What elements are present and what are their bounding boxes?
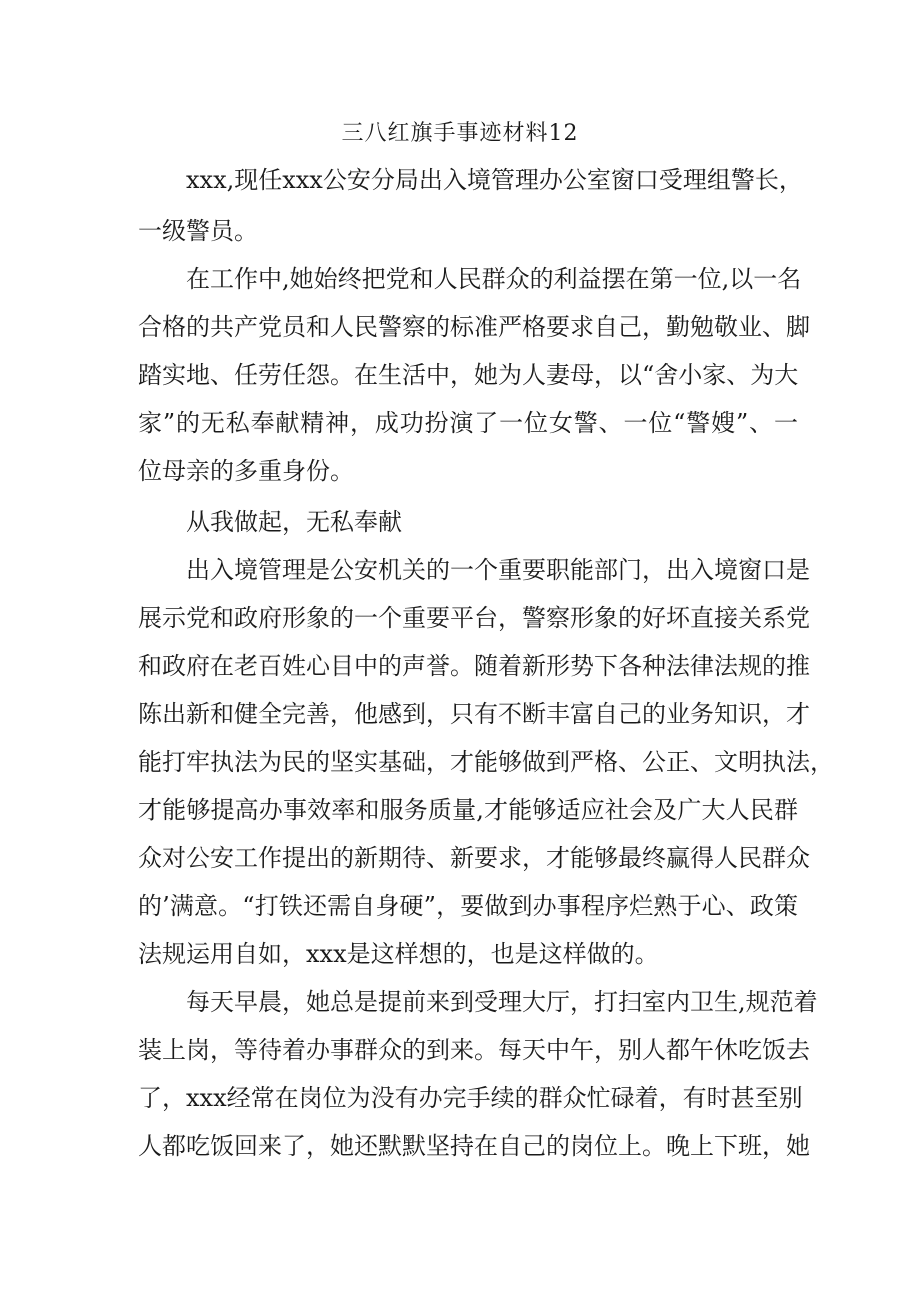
document-title: 三八红旗手事迹材料12 <box>341 121 579 146</box>
paragraph-line: 每天早晨，她总是提前来到受理大厅，打扫室内卫生,规范着 <box>186 988 818 1016</box>
paragraph-line: 才能够提高办事效率和服务质量,才能够适应社会及广大人民群 <box>138 796 798 824</box>
paragraph-line: 出入境管理是公安机关的一个重要职能部门，出入境窗口是 <box>186 556 810 584</box>
paragraph-line: 法规运用自如，xxx是这样想的，也是这样做的。 <box>138 940 659 968</box>
paragraph-line: 位母亲的多重身份。 <box>138 457 354 485</box>
paragraph-line: 和政府在老百姓心目中的声誉。随着新形势下各种法律法规的推 <box>138 652 810 680</box>
paragraph-line: 展示党和政府形象的一个重要平台，警察形象的好坏直接关系党 <box>138 604 810 632</box>
paragraph-line: 一级警员。 <box>138 217 258 245</box>
paragraph-line: 了，xxx经常在岗位为没有办完手续的群众忙碌着，有时甚至别 <box>138 1084 803 1112</box>
section-heading: 从我做起，无私奉献 <box>186 508 402 536</box>
paragraph-line: 家”的无私奉献精神，成功扮演了一位女警、一位“警嫂”、一 <box>138 409 798 437</box>
paragraph-line: 能打牢执法为民的坚实基础，才能够做到严格、公正、文明执法， <box>138 748 834 776</box>
paragraph-line: 陈出新和健全完善，他感到，只有不断丰富自己的业务知识，才 <box>138 700 810 728</box>
paragraph-line: xxx,现任xxx公安分局出入境管理办公室窗口受理组警长， <box>186 166 803 194</box>
paragraph-line: 人都吃饭回来了，她还默默坚持在自己的岗位上。晚上下班，她 <box>138 1132 810 1160</box>
paragraph-line: 众对公安工作提出的新期待、新要求，才能够最终赢得人民群众 <box>138 844 810 872</box>
paragraph-line: 在工作中,她始终把党和人民群众的利益摆在第一位,以一名 <box>186 265 802 293</box>
paragraph-line: 踏实地、任劳任怨。在生活中，她为人妻母，以“舍小家、为大 <box>138 361 799 389</box>
paragraph-line: 的’满意。“打铁还需自身硬”，要做到办事程序烂熟于心、政策 <box>138 892 798 920</box>
paragraph-line: 装上岗，等待着办事群众的到来。每天中午，别人都午休吃饭去 <box>138 1036 810 1064</box>
paragraph-line: 合格的共产党员和人民警察的标准严格要求自己，勤勉敬业、脚 <box>138 313 810 341</box>
